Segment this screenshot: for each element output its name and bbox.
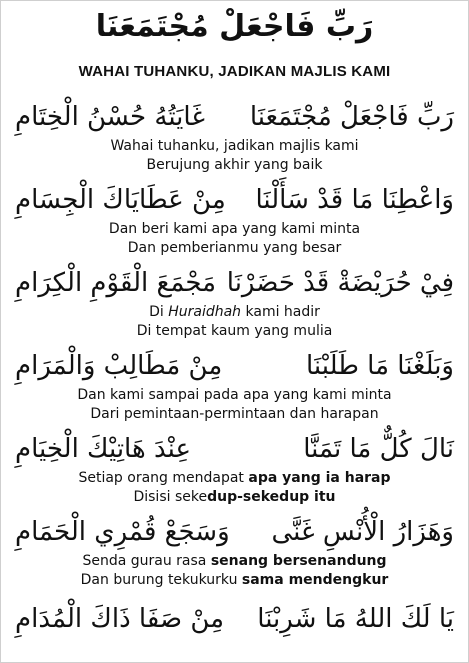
arabic-first-half: وَاعْطِنَا مَا قَدْ سَأَلْنَا — [255, 185, 454, 215]
arabic-second-half: مِنْ مَطَالِبْ وَالْمَرَامِ — [15, 351, 223, 381]
arabic-first-half: فِيْ حُرَيْضَةْ قَدْ حَضَرْنَا — [226, 268, 454, 298]
translation-emphasis: senang bersenandung — [210, 553, 387, 569]
translation-line-2: Dari pemintaan-permintaan dan harapan — [90, 406, 379, 422]
arabic-second-half: مِنْ عَطَايَاكَ الْجِسَامِ — [15, 185, 226, 215]
translation-line-1 — [11, 552, 458, 571]
malay-title: WAHAI TUHANKU, JADIKAN MAJLIS KAMI — [78, 63, 391, 80]
translation-line-1 — [11, 303, 458, 322]
verse-6 — [11, 512, 458, 612]
arabic-first-half: وَهَزَارُ الْأُنْسِ غَنَّى — [271, 517, 454, 547]
translation-line-2: Di tempat kaum yang mulia — [136, 323, 333, 339]
translation-line-2: Dan pemberianmu yang besar — [127, 240, 342, 256]
translation-line-1: Dan beri kami apa yang kami minta — [108, 221, 361, 237]
translation-line-1 — [11, 469, 458, 488]
arabic-line — [11, 263, 458, 303]
translation-text: Senda gurau rasa — [82, 553, 211, 569]
translation-line-2 — [11, 488, 458, 507]
arabic-second-half: وَسَجَعْ قُمْرِي الْحَمَامِ — [15, 517, 230, 547]
arabic-first-half: رَبِّ فَاجْعَلْ مُجْتَمَعَنَا — [249, 102, 454, 132]
arabic-first-half: وَبَلَغْنَا مَا طَلَبْنَا — [305, 351, 454, 381]
arabic-line — [11, 97, 458, 137]
translation-text: kami hadir — [241, 304, 320, 320]
arabic-second-half: عِنْدَ هَاتِيْكَ الْخِيَامِ — [15, 434, 191, 464]
translation-text: Di — [149, 304, 169, 320]
verse-7 — [11, 599, 458, 659]
arabic-first-half: نَالَ كُلٌّ مَا تَمَنَّا — [303, 434, 454, 464]
arabic-line — [11, 512, 458, 552]
translation-line-1: Dan kami sampai pada apa yang kami minta — [77, 387, 392, 403]
translation-emphasis: dup-sekedup itu — [207, 489, 336, 505]
translation-line-2: Berujung akhir yang baik — [146, 157, 323, 173]
arabic-title: رَبِّ فَاجْعَلْ مُجْتَمَعَنَا — [95, 9, 374, 44]
arabic-line — [11, 599, 458, 639]
translation-text: Disisi seke — [133, 489, 208, 505]
arabic-line — [11, 346, 458, 386]
translation-line-2 — [11, 571, 458, 590]
arabic-second-half: غَايَتُهُ حُسْنُ الْخِتَامِ — [15, 102, 205, 132]
translation-text: Dan burung tekukurku — [80, 572, 242, 588]
arabic-line — [11, 180, 458, 220]
arabic-first-half: يَا لَكَ اللهُ مَا شَرِبْنَا — [257, 604, 454, 634]
translation-line-1: Wahai tuhanku, jadikan majlis kami — [110, 138, 359, 154]
place-name: Huraidhah — [168, 304, 242, 320]
translation-emphasis: apa yang ia harap — [248, 470, 391, 486]
translation-text: Setiap orang mendapat — [78, 470, 249, 486]
translation-emphasis: sama mendengkur — [241, 572, 389, 588]
arabic-second-half: مِنْ صَفَا ذَاكَ الْمُدَامِ — [15, 604, 225, 634]
arabic-line — [11, 429, 458, 469]
arabic-second-half: مَجْمَعَ الْقَوْمِ الْكِرَامِ — [15, 268, 217, 298]
